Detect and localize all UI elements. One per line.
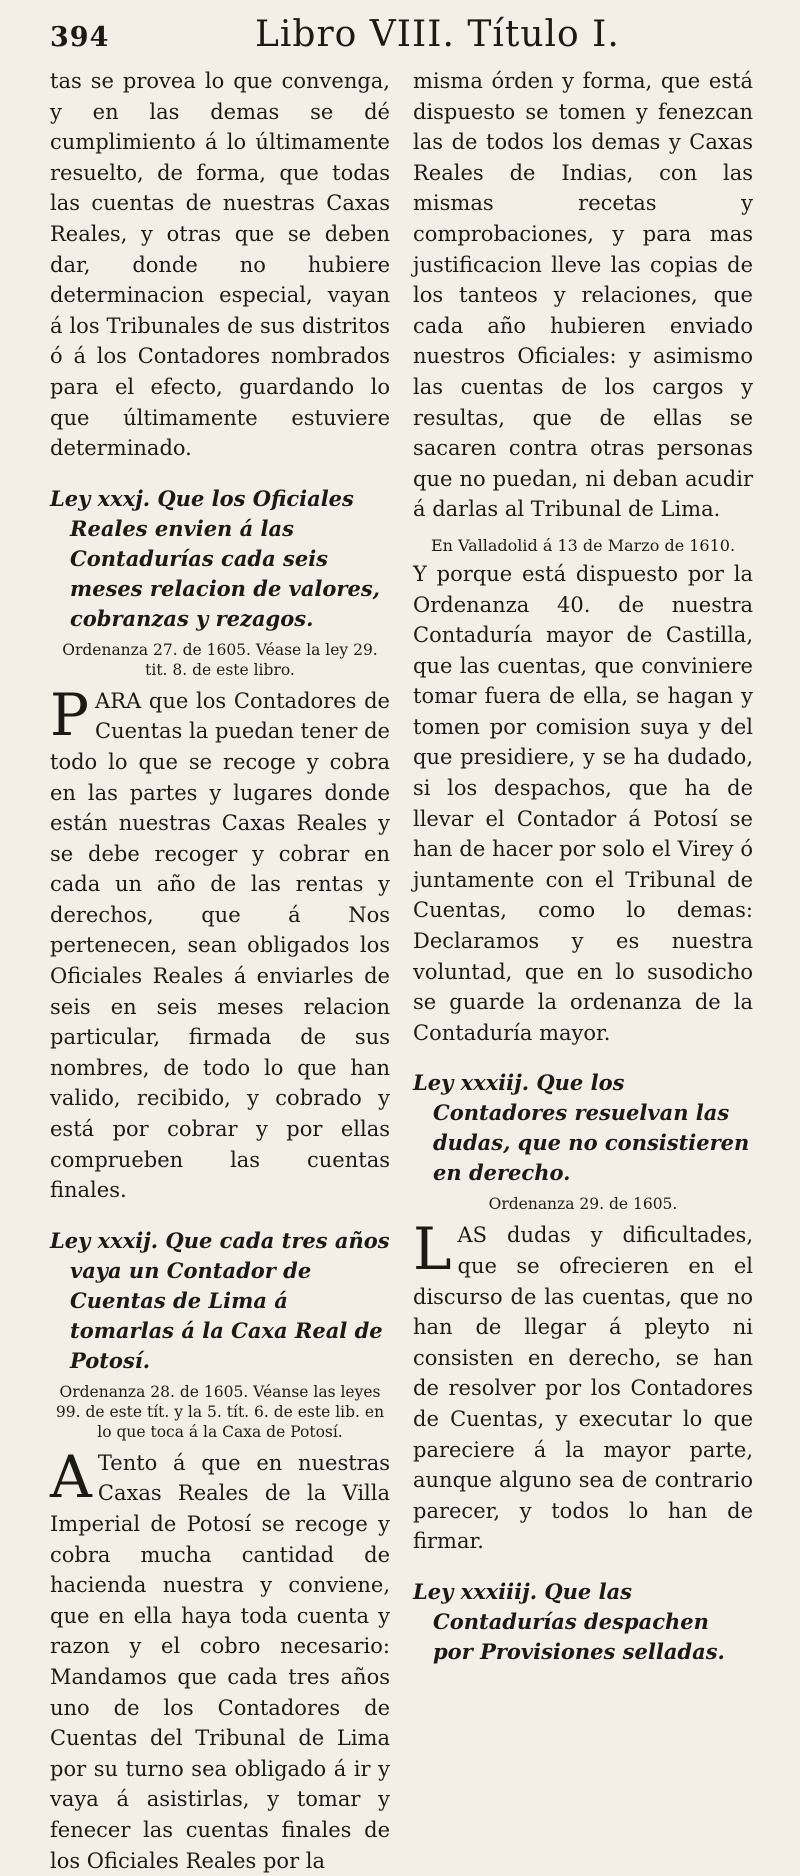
right-paragraph-2: Y porque está dispuesto por la Ordenanza 40. de nuestra Contaduría mayor de Castilla, que las cuentas, que conviniere tomar fuera de ella, se hagan y tomen por comision suya y del que presidiere, y se ha dudado, si los despachos, que ha de llevar el Contador á Potosí se han de hacer por solo el Virey ó juntamente con el Tribunal de Cuentas, como lo demas: Declaramos y es nuestra voluntad, que en lo susodicho se guarde la ordenanza de la Contaduría mayor. (413, 561, 753, 1045)
law-31-body (50, 680, 390, 1206)
law-31-title: Ley xxxj. Que los Oficiales Reales envien á las Contadurías cada seis meses relacion de valores, cobranzas y rezagos. (50, 485, 380, 631)
law-31-dropcap: P (50, 680, 90, 749)
law-31-text: ARA que los Contadores de Cuentas la puedan tener de todo lo que se recoge y cobra en las partes y lugares donde están nuestras Caxas Reales y se debe recoger y cobrar en cada un año de las rentas y derechos, que á Nos pertenecen, sean obligados los Oficiales Reales á enviarles de seis en seis meses relacion particular, firmada de sus nombres, de todo lo que han valido, recibido, y cobrado y está por cobrar y por ellas comprueben las cuentas finales. (50, 688, 390, 1203)
law-33-title: Ley xxxiij. Que los Contadores resuelvan las dudas, que no consistieren en derecho. (413, 1070, 750, 1186)
law-33-text: AS dudas y dificultades, que se ofrecieren en el discurso de las cuentas, que no han de llegar á pleyto ni consisten en derecho, se han de resolver por los Contadores de Cuentas, y executar lo que pareciere á la mayor parte, aunque alguno sea de contrario parecer, y todos lo han de firmar. (413, 1223, 753, 1554)
right-continuation-text: misma órden y forma, que está dispuesto se tomen y fenezcan las de todos los demas y Caxas Reales de Indias, con las mismas recetas y comprobaciones, y para mas justificacion lleve las copias de los tanteos y relaciones, que cada año hubieren enviado nuestros Oficiales: y asimismo las cuentas de los cargos y resultas, que de ellas se sacaren contra otras personas que no puedan, ni deban acudir á darlas al Tribunal de Lima. (413, 69, 753, 522)
law-33-reference: Ordenanza 29. de 1605. (488, 1195, 678, 1214)
law-34-title: Ley xxxiiij. Que las Contadurías despachen por Provisiones selladas. (413, 1578, 725, 1664)
law-33-body (413, 1215, 753, 1557)
law-33-dropcap: L (413, 1215, 452, 1284)
running-title: Libro VIII. Título I. (255, 14, 620, 55)
left-continuation-text: tas se provea lo que convenga, y en las demas se dé cumplimiento á lo últimamente resuelto, de forma, que todas las cuentas de nuestras Caxas Reales, y otras que se deben dar, donde no hubiere determinacion especial, vayan á los Tribunales de sus distritos ó á los Contadores nombrados para el efecto, guardando lo que últimamente estuviere determinado. (50, 69, 390, 461)
law-32-title: Ley xxxij. Que cada tres años vaya un Contador de Cuentas de Lima á tomarlas á la Caxa Real de Potosí. (50, 1227, 390, 1373)
law-32-reference: Ordenanza 28. de 1605. Véanse las leyes 99. de este tít. y la 5. tít. 6. de este lib. en lo que toca á la Caxa de Potosí. (55, 1382, 385, 1441)
left-column (50, 66, 390, 1876)
page-number: 394 (50, 22, 110, 53)
law-32-text: Tento á que en nuestras Caxas Reales de la Villa Imperial de Potosí se recoge y cobra mucha cantidad de hacienda nuestra y conviene, que en ella haya toda cuenta y razon y el cobro necesario: Mandamos que cada tres años uno de los Contadores de Cuentas del Tribunal de Lima por su turno sea obligado á ir y vaya á asistirlas, y tomar y fenecer las cuentas finales de los Oficiales Reales por la (50, 1450, 390, 1873)
page-header (50, 8, 760, 68)
date-line: En Valladolid á 13 de Marzo de 1610. (430, 535, 736, 555)
law-32-body (50, 1442, 390, 1876)
law-32-dropcap: A (50, 1442, 92, 1511)
right-column (413, 66, 753, 1667)
law-31-reference: Ordenanza 27. de 1605. Véase la ley 29. tit. 8. de este libro. (62, 640, 378, 679)
